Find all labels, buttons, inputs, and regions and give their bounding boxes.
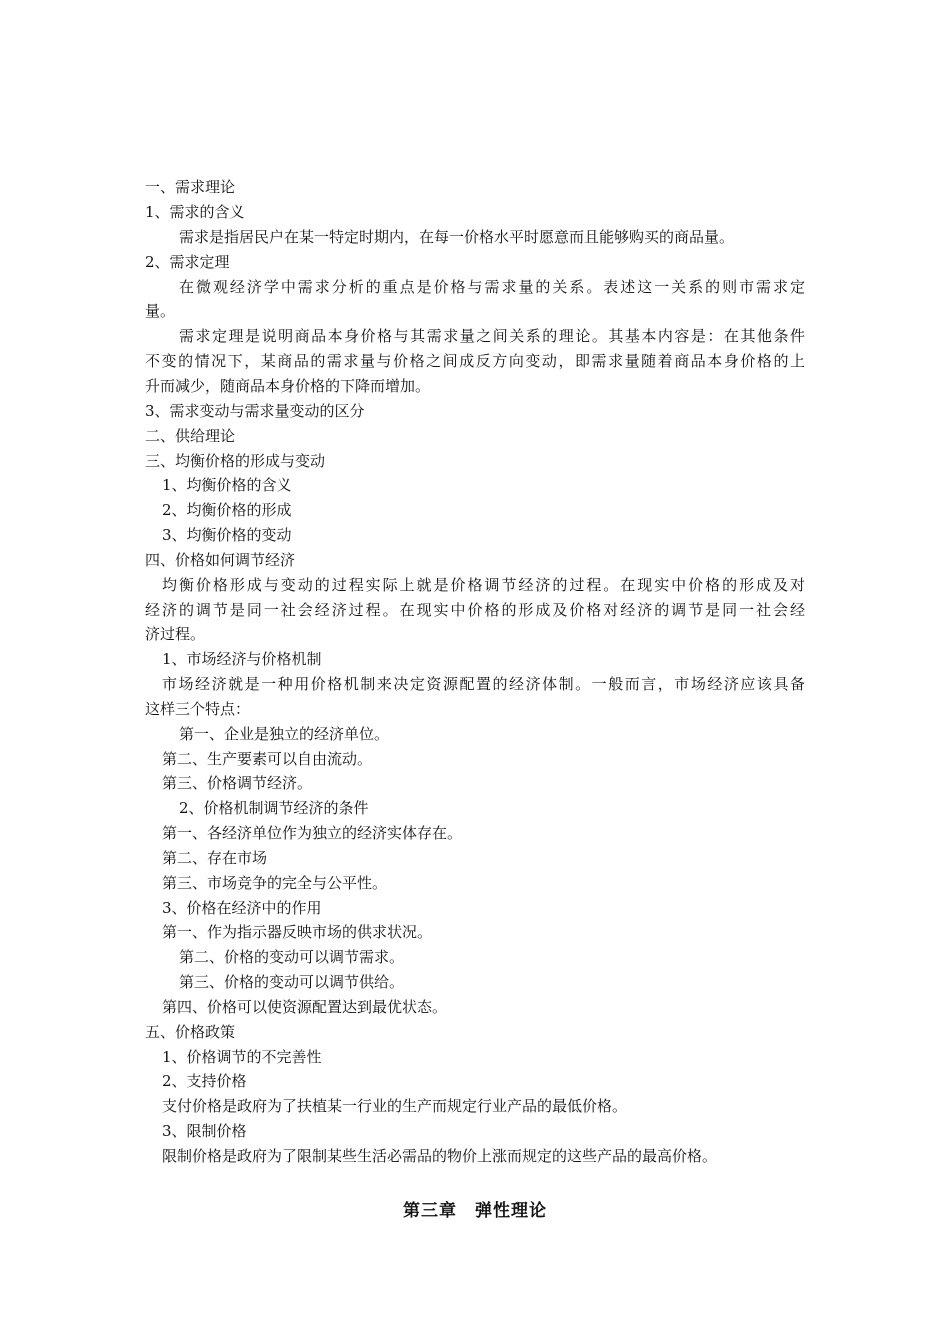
- paragraph-line: 济过程。: [145, 625, 206, 643]
- subheading: 3、限制价格: [162, 1122, 247, 1140]
- section-heading-4: 四、价格如何调节经济: [145, 551, 296, 569]
- list-item: 第二、价格的变动可以调节需求。: [179, 948, 405, 966]
- list-item: 第三、市场竞争的完全与公平性。: [162, 874, 388, 892]
- list-item: 第二、存在市场: [162, 849, 268, 867]
- subheading: 1、均衡价格的含义: [162, 476, 292, 494]
- list-item: 第三、价格的变动可以调节供给。: [179, 973, 405, 991]
- subheading: 3、价格在经济中的作用: [162, 899, 322, 917]
- paragraph-line: 升而减少，随商品本身价格的下降而增加。: [145, 377, 431, 395]
- paragraph-line: 这样三个特点：: [145, 700, 251, 718]
- list-item: 第三、价格调节经济。: [162, 774, 313, 792]
- subheading: 1、需求的含义: [145, 203, 245, 221]
- paragraph-line: 量。: [145, 302, 176, 320]
- paragraph-line: 限制价格是政府为了限制某些生活必需品的物价上涨而规定的这些产品的最高价格。: [162, 1147, 718, 1165]
- subheading: 2、需求定理: [145, 253, 230, 271]
- paragraph-line: 支付价格是政府为了扶植某一行业的生产而规定行业产品的最低价格。: [162, 1097, 628, 1115]
- paragraph-line: 市场经济就是一种用价格机制来决定资源配置的经济体制。一般而言，市场经济应该具备: [162, 675, 805, 693]
- list-item: 第二、生产要素可以自由流动。: [162, 750, 373, 768]
- section-heading-2: 二、供给理论: [145, 427, 236, 445]
- section-heading-5: 五、价格政策: [145, 1023, 236, 1041]
- section-heading-3: 三、均衡价格的形成与变动: [145, 452, 326, 470]
- paragraph-line: 经济的调节是同一社会经济过程。在现实中价格的形成及价格对经济的调节是同一社会经: [145, 601, 805, 619]
- subheading: 3、均衡价格的变动: [162, 526, 292, 544]
- section-heading-1: 一、需求理论: [145, 178, 236, 196]
- subheading: 2、支持价格: [162, 1072, 247, 1090]
- paragraph-line: 需求定理是说明商品本身价格与其需求量之间关系的理论。其基本内容是：在其他条件: [179, 327, 805, 345]
- subheading: 3、需求变动与需求量变动的区分: [145, 402, 365, 420]
- list-item: 第一、企业是独立的经济单位。: [179, 725, 390, 743]
- paragraph-line: 不变的情况下，某商品的需求量与价格之间成反方向变动，即需求量随着商品本身价格的上: [145, 352, 805, 370]
- paragraph-line: 均衡价格形成与变动的过程实际上就是价格调节经济的过程。在现实中价格的形成及对: [162, 576, 805, 594]
- subheading: 2、价格机制调节经济的条件: [179, 799, 369, 817]
- subheading: 2、均衡价格的形成: [162, 501, 292, 519]
- subheading: 1、价格调节的不完善性: [162, 1048, 322, 1066]
- list-item: 第一、各经济单位作为独立的经济实体存在。: [162, 824, 463, 842]
- subheading: 1、市场经济与价格机制: [162, 650, 322, 668]
- chapter-title: 第三章 弹性理论: [403, 1201, 547, 1221]
- paragraph-line: 需求是指居民户在某一特定时期内，在每一价格水平时愿意而且能够购买的商品量。: [179, 228, 735, 246]
- paragraph-line: 在微观经济学中需求分析的重点是价格与需求量的关系。表述这一关系的则市需求定: [179, 278, 805, 296]
- list-item: 第一、作为指示器反映市场的供求状况。: [162, 923, 433, 941]
- list-item: 第四、价格可以使资源配置达到最优状态。: [162, 998, 448, 1016]
